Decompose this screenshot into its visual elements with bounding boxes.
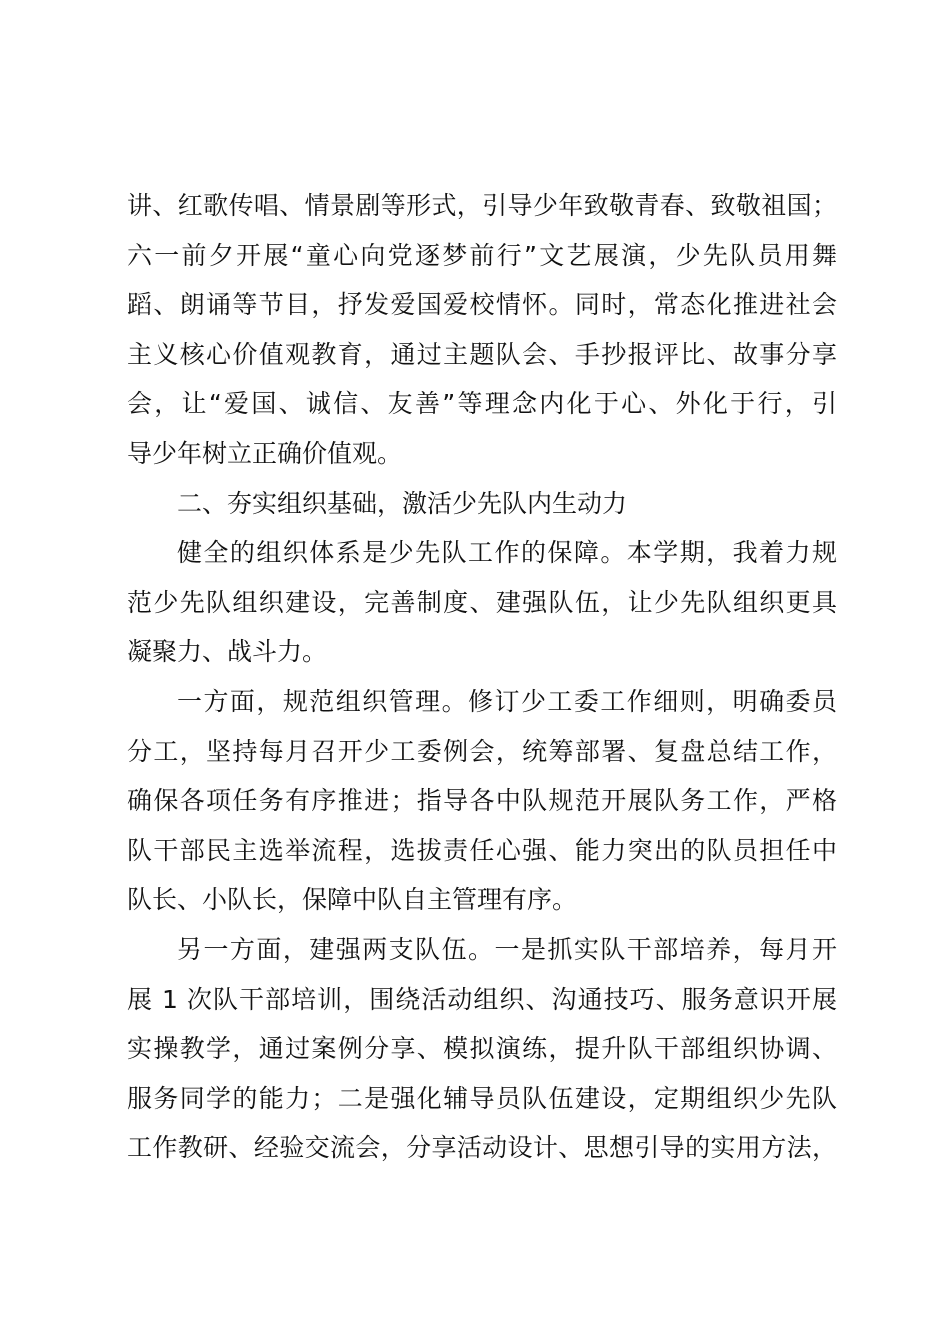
text-line: 主义核心价值观教育，通过主题队会、手抄报评比、故事分享	[127, 339, 837, 369]
section-heading: 二、夯实组织基础，激活少先队内生动力	[177, 488, 628, 518]
text-line: 实操教学，通过案例分享、模拟演练，提升队干部组织协调、	[127, 1034, 837, 1064]
text-line: 队长、小队长，保障中队自主管理有序。	[127, 885, 578, 915]
text-line: 会，让“爱国、诚信、友善”等理念内化于心、外化于行，引	[127, 389, 837, 419]
text-line: 另一方面，建强两支队伍。一是抓实队干部培养，每月开	[177, 934, 837, 964]
text-line: 讲、红歌传唱、情景剧等形式，引导少年致敬青春、致敬祖国；	[127, 191, 837, 220]
text-line: 服务同学的能力；二是强化辅导员队伍建设，定期组织少先队	[127, 1083, 837, 1113]
text-line: 队干部民主选举流程，选拔责任心强、能力突出的队员担任中	[127, 835, 837, 865]
text-line: 健全的组织体系是少先队工作的保障。本学期，我着力规	[177, 538, 837, 568]
text-line: 一方面，规范组织管理。修订少工委工作细则，明确委员	[177, 686, 837, 716]
text-line: 凝聚力、战斗力。	[127, 637, 328, 667]
text-line: 蹈、朗诵等节目，抒发爱国爱校情怀。同时，常态化推进社会	[127, 290, 837, 320]
body-text	[127, 181, 837, 1173]
text-line: 范少先队组织建设，完善制度、建强队伍，让少先队组织更具	[127, 587, 837, 617]
text-line: 导少年树立正确价值观。	[127, 438, 403, 468]
text-line: 分工，坚持每月召开少工委例会，统筹部署、复盘总结工作，	[127, 736, 837, 766]
text-line: 六一前夕开展“童心向党逐梦前行”文艺展演，少先队员用舞	[127, 240, 837, 270]
text-line: 确保各项任务有序推进；指导各中队规范开展队务工作，严格	[127, 786, 837, 816]
text-line: 展 1 次队干部培训，围绕活动组织、沟通技巧、服务意识开展	[127, 984, 837, 1014]
text-line: 工作教研、经验交流会，分享活动设计、思想引导的实用方法，	[127, 1133, 837, 1163]
